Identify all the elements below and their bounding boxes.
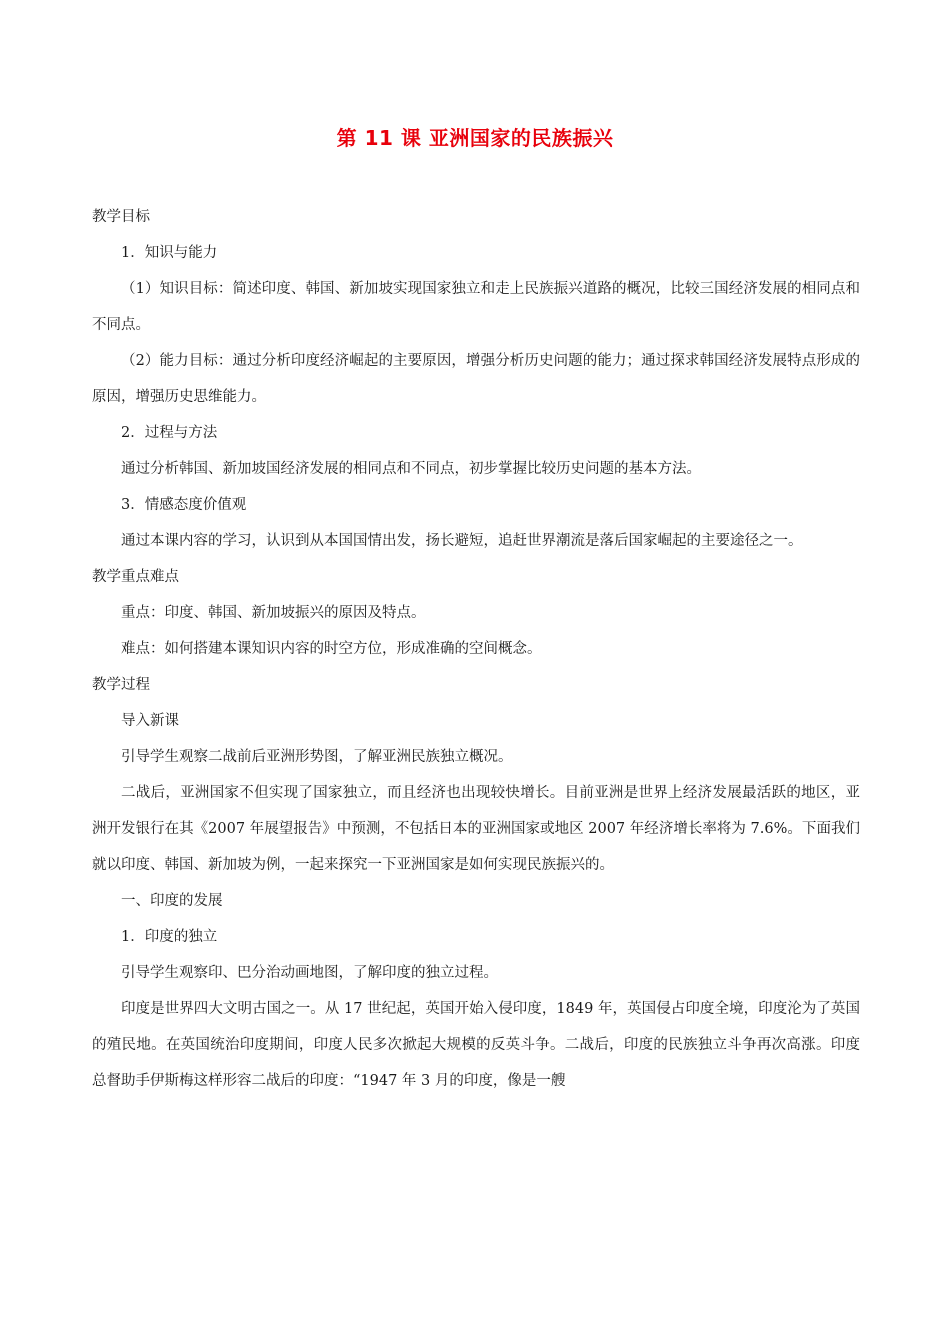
paragraph: （2）能力目标：通过分析印度经济崛起的主要原因，增强分析历史问题的能力；通过探求韩国经济发展特点形成的原因，增强历史思维能力。 [92, 353, 860, 405]
paragraph: 2．过程与方法 [121, 425, 218, 441]
paragraph: 引导学生观察印、巴分治动画地图，了解印度的独立过程。 [121, 965, 498, 981]
paragraph: 二战后，亚洲国家不但实现了国家独立，而且经济也出现较快增长。目前亚洲是世界上经济发展最活跃的地区，亚洲开发银行在其《2007 年展望报告》中预测，不包括日本的亚洲国家或地区 2007 年经济增长率将为 7.6%。下面我们就以印度、韩国、新加坡为例，一起来探究一下亚洲国家是如何实现民族振兴的。 [92, 785, 860, 873]
lesson-title: 第 11 课 亚洲国家的民族振兴 [336, 126, 614, 150]
section-heading: 教学过程 [92, 677, 150, 693]
section-heading: 教学目标 [92, 209, 150, 225]
paragraph: 印度是世界四大文明古国之一。从 17 世纪起，英国开始入侵印度，1849 年，英国侵占印度全境，印度沦为了英国的殖民地。在英国统治印度期间，印度人民多次掀起大规模的反英斗争。二战后，印度的民族独立斗争再次高涨。印度总督助手伊斯梅这样形容二战后的印度：“1947 年 3 月的印度，像是一艘 [92, 1001, 860, 1089]
paragraph: 重点：印度、韩国、新加坡振兴的原因及特点。 [121, 605, 426, 621]
paragraph: 通过本课内容的学习，认识到从本国国情出发，扬长避短，追赶世界潮流是落后国家崛起的主要途径之一。 [121, 533, 803, 549]
paragraph: 引导学生观察二战前后亚洲形势图，了解亚洲民族独立概况。 [121, 749, 513, 765]
paragraph: 通过分析韩国、新加坡国经济发展的相同点和不同点，初步掌握比较历史问题的基本方法。 [121, 461, 701, 477]
paragraph: 导入新课 [121, 713, 179, 729]
paragraph: 1．知识与能力 [121, 245, 218, 261]
paragraph: （1）知识目标：简述印度、韩国、新加坡实现国家独立和走上民族振兴道路的概况，比较三国经济发展的相同点和不同点。 [92, 281, 860, 333]
document-body [92, 199, 860, 1099]
paragraph: 3．情感态度价值观 [121, 497, 247, 513]
paragraph: 难点：如何搭建本课知识内容的时空方位，形成准确的空间概念。 [121, 641, 542, 657]
paragraph: 一、印度的发展 [121, 893, 223, 909]
paragraph: 1．印度的独立 [121, 929, 218, 945]
section-heading: 教学重点难点 [92, 569, 179, 585]
